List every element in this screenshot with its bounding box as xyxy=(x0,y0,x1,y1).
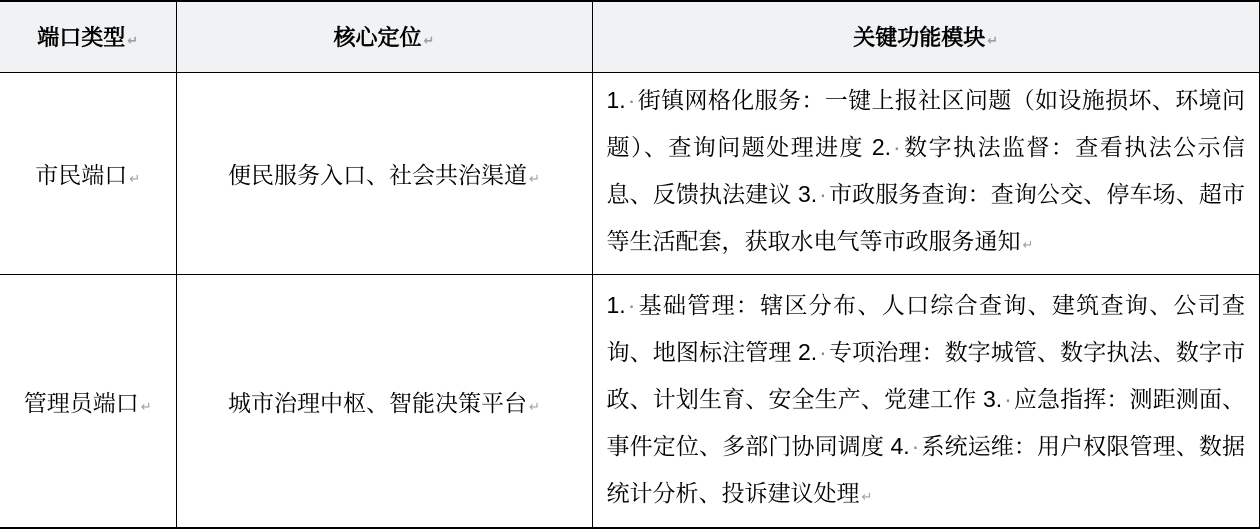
cell-key-modules xyxy=(592,72,1260,275)
header-key-modules xyxy=(592,1,1260,72)
paragraph-mark-icon: ↵ xyxy=(127,34,139,50)
module-number: 2. xyxy=(797,338,818,365)
module-text: 专项治理：数字城管、数字执法、数字市政、计划生育、安全生产、党建工作 xyxy=(606,338,1246,412)
core-position-label: 便民服务入口、社会共治渠道 xyxy=(228,161,528,188)
table-row-citizen-port xyxy=(0,72,1260,275)
header-row xyxy=(0,1,1260,72)
modules-paragraph xyxy=(607,77,1246,269)
port-type-label: 市民端口 xyxy=(35,161,128,188)
header-label: 核心定位 xyxy=(333,25,422,51)
module-number: 4. xyxy=(890,432,910,459)
module-number: 2. xyxy=(871,134,892,161)
cell-core-position xyxy=(176,275,592,528)
paragraph-mark-icon: ↵ xyxy=(529,171,540,187)
cell-key-modules xyxy=(592,275,1260,528)
header-label: 关键功能模块 xyxy=(853,25,986,51)
header-label: 端口类型 xyxy=(37,25,126,51)
table-row-admin-port xyxy=(0,275,1260,528)
header-port-type xyxy=(0,1,176,72)
module-number: 1. xyxy=(606,291,626,318)
paragraph-mark-icon: ↵ xyxy=(423,34,435,50)
paragraph-mark-icon: ↵ xyxy=(1022,238,1034,254)
space-dot-icon: · xyxy=(911,432,920,459)
space-dot-icon: · xyxy=(1004,385,1012,412)
modules-paragraph xyxy=(607,282,1246,521)
space-dot-icon: · xyxy=(627,291,636,318)
cell-core-position xyxy=(176,72,592,275)
paragraph-mark-icon: ↵ xyxy=(529,399,540,415)
core-position-label: 城市治理中枢、智能决策平台 xyxy=(228,389,528,416)
cell-port-type xyxy=(0,72,176,275)
paragraph-mark-icon: ↵ xyxy=(129,171,141,187)
space-dot-icon: · xyxy=(893,134,901,161)
module-number: 3. xyxy=(797,181,818,208)
module-text: 市政服务查询：查询公交、停车场、超市等生活配套，获取水电气等市政服务通知 xyxy=(606,181,1246,255)
module-text: 应急指挥：测距测面、事件定位、多部门协同调度 xyxy=(606,385,1246,459)
cell-port-type xyxy=(0,275,176,528)
port-type-label: 管理员端口 xyxy=(23,389,139,416)
space-dot-icon: · xyxy=(819,181,827,208)
space-dot-icon: · xyxy=(819,338,827,365)
module-number: 3. xyxy=(982,385,1003,412)
header-core-position xyxy=(176,1,592,72)
module-text: 街镇网格化服务：一键上报社区问题（如设施损坏、环境问题）、查询问题处理进度 xyxy=(606,87,1245,161)
paragraph-mark-icon: ↵ xyxy=(861,489,873,505)
module-text: 数字执法监督：查看执法公示信息、反馈执法建议 xyxy=(606,134,1246,208)
module-text: 基础管理：辖区分布、人口综合查询、建筑查询、公司查询、地图标注管理 xyxy=(606,291,1245,365)
space-dot-icon: · xyxy=(627,87,636,114)
paragraph-mark-icon: ↵ xyxy=(987,34,999,50)
module-number: 1. xyxy=(606,87,626,114)
module-text: 系统运维：用户权限管理、数据统计分析、投诉建议处理 xyxy=(606,432,1246,506)
paragraph-mark-icon: ↵ xyxy=(140,399,152,415)
